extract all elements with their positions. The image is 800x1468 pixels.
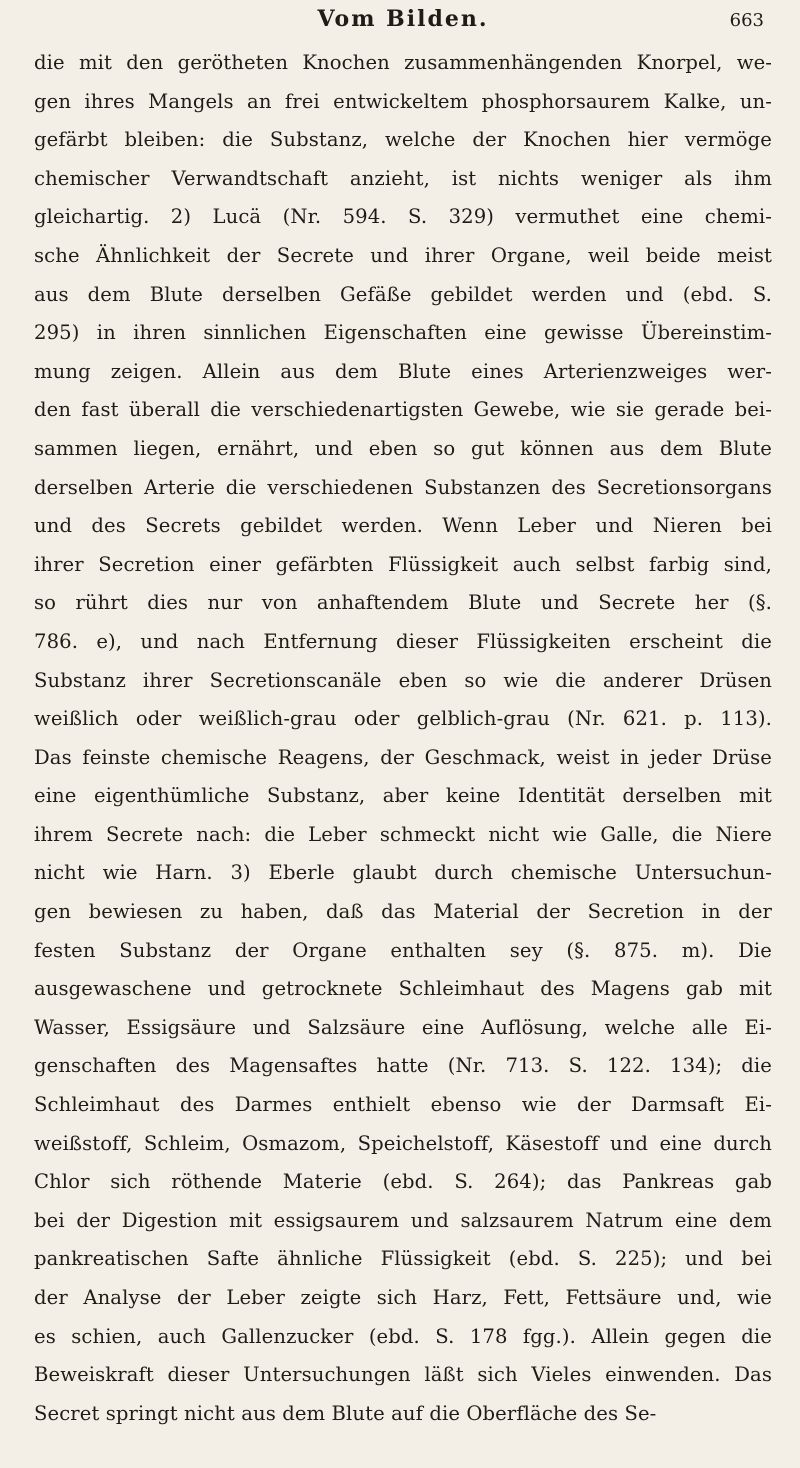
- text-line: ausgewaschene und getrocknete Schleimhaut des Magens gab mit: [34, 977, 772, 1001]
- text-line: nicht wie Harn. 3) Eberle glaubt durch chemische Untersuchun-: [34, 861, 772, 885]
- text-line: eine eigenthümliche Substanz, aber keine Identität derselben mit: [34, 784, 772, 808]
- text-line: der Analyse der Leber zeigte sich Harz, Fett, Fettsäure und, wie: [34, 1286, 772, 1309]
- text-line: sammen liegen, ernährt, und eben so gut können aus dem Blute: [34, 436, 772, 460]
- text-line: derselben Arterie die verschiedenen Substanzen des Secretionsorgans: [34, 475, 772, 499]
- text-line: Substanz ihrer Secretionscanäle eben so wie die anderer Drüsen: [34, 668, 772, 692]
- text-line: Wasser, Essigsäure und Salzsäure eine Auflösung, welche alle Ei-: [34, 1015, 772, 1039]
- text-line: aus dem Blute derselben Gefäße gebildet werden und (ebd. S.: [34, 282, 772, 306]
- text-line: Beweiskraft dieser Untersuchungen läßt sich Vieles einwenden. Das: [34, 1363, 772, 1387]
- text-line: Das feinste chemische Reagens, der Geschmack, weist in jeder Drüse: [34, 745, 772, 769]
- text-line: Chlor sich röthende Materie (ebd. S. 264); das Pankreas gab: [34, 1170, 772, 1194]
- text-line: und des Secrets gebildet werden. Wenn Leber und Nieren bei: [34, 514, 772, 538]
- running-title: Vom Bilden.: [317, 6, 489, 32]
- book-page: [0, 4, 800, 1468]
- text-line: weißstoff, Schleim, Osmazom, Speichelstoff, Käsestoff und eine durch: [34, 1131, 772, 1155]
- text-line: bei der Digestion mit essigsaurem und salzsaurem Natrum eine dem: [34, 1208, 772, 1232]
- text-line: weißlich oder weißlich-grau oder gelblich-grau (Nr. 621. p. 113).: [34, 707, 772, 731]
- text-line: Secret springt nicht aus dem Blute auf die Oberfläche des Se-: [34, 1401, 657, 1425]
- page-number: 663: [729, 10, 764, 31]
- text-line: chemischer Verwandtschaft anzieht, ist nichts weniger als ihm: [34, 166, 772, 190]
- text-line: so rührt dies nur von anhaftendem Blute und Secrete her (§.: [34, 591, 772, 615]
- text-line: 786. e), und nach Entfernung dieser Flüssigkeiten erscheint die: [34, 629, 772, 653]
- text-line: ihrer Secretion einer gefärbten Flüssigkeit auch selbst farbig sind,: [34, 552, 772, 576]
- text-line: 295) in ihren sinnlichen Eigenschaften eine gewisse Übereinstim-: [34, 321, 772, 345]
- text-line: gleichartig. 2) Lucä (Nr. 594. S. 329) vermuthet eine chemi-: [34, 205, 772, 229]
- body-text: [34, 44, 772, 1433]
- text-line: gen bewiesen zu haben, daß das Material der Secretion in der: [34, 900, 772, 924]
- text-line: gefärbt bleiben: die Substanz, welche der Knochen hier vermöge: [34, 128, 772, 152]
- text-line: sche Ähnlichkeit der Secrete und ihrer Organe, weil beide meist: [34, 243, 772, 267]
- text-line: den fast überall die verschiedenartigsten Gewebe, wie sie gerade bei-: [34, 398, 772, 422]
- text-line: genschaften des Magensaftes hatte (Nr. 713. S. 122. 134); die: [34, 1054, 772, 1078]
- text-line: Schleimhaut des Darmes enthielt ebenso wie der Darmsaft Ei-: [34, 1093, 772, 1117]
- text-line: die mit den gerötheten Knochen zusammenhängenden Knorpel, we-: [34, 51, 772, 74]
- text-line: festen Substanz der Organe enthalten sey (§. 875. m). Die: [34, 938, 772, 962]
- running-header: [34, 4, 772, 44]
- text-line: gen ihres Mangels an frei entwickeltem phosphorsaurem Kalke, un-: [34, 89, 772, 113]
- text-line: es schien, auch Gallenzucker (ebd. S. 178 fgg.). Allein gegen die: [34, 1324, 772, 1348]
- text-line: mung zeigen. Allein aus dem Blute eines Arterienzweiges wer-: [34, 359, 772, 383]
- text-line: ihrem Secrete nach: die Leber schmeckt nicht wie Galle, die Niere: [34, 822, 772, 846]
- text-line: pankreatischen Safte ähnliche Flüssigkeit (ebd. S. 225); und bei: [34, 1247, 772, 1271]
